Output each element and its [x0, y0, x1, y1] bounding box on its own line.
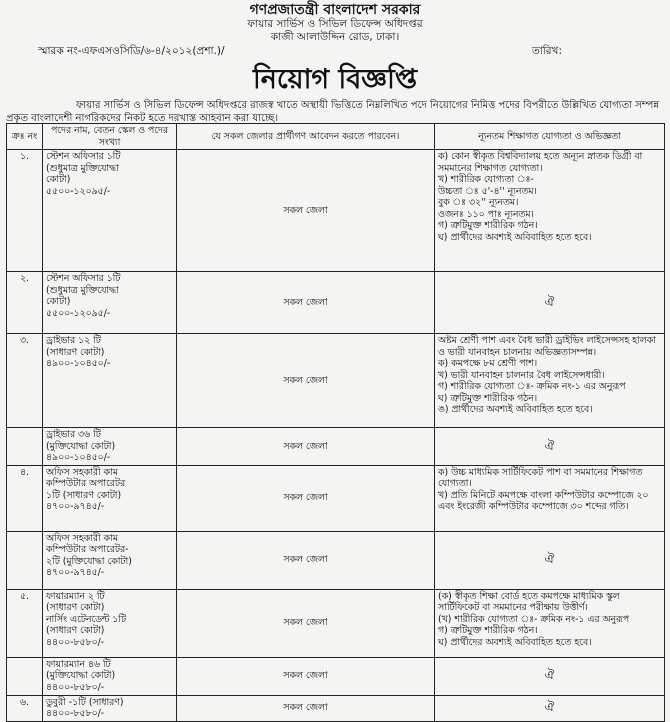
serial-cell: ৬. — [7, 695, 43, 721]
table-row — [7, 428, 665, 466]
serial-cell — [7, 428, 43, 466]
post-line: স্টেশন অফিসার ১টি — [46, 273, 121, 284]
post-line: ড্রাইভার ৩৬ টি — [46, 429, 101, 440]
post-line: (সাধারণ কোটা) — [46, 346, 105, 358]
post-line: ৪৪০০-৮৫৮০/- — [46, 708, 105, 719]
serial-cell: ৩. — [7, 334, 43, 428]
qualification-line: ঘ) ত্রুটিমুক্ত শারীরিক গঠন। — [438, 392, 538, 404]
qualification-line: খ) প্রতি মিনিটে কমপক্ষে বাংলা কম্পিউটার কম্পোজে ২০ এবং ইংরেজী কম্পিউটার কম্পোজে ৩০ শব্দের গতি। — [438, 489, 649, 512]
qualification-line: (খ) শারীরিক যোগ্যতা ঃ- ক্রমিক নং-১ এর অনুরূপ — [438, 613, 630, 625]
table-row — [7, 531, 665, 589]
qualification-line: গ) ত্রুটিমুক্ত শারীরিক গঠন। — [438, 220, 538, 231]
post-line: (সাধারণ কোটা) — [46, 625, 105, 636]
post-cell — [43, 657, 177, 695]
zone-cell: সকল জেলা — [177, 465, 435, 531]
qualification-line: বুক ঃ ৩২'' ন্যূনতম। — [438, 197, 519, 208]
serial-cell: ২. — [7, 272, 43, 334]
post-line: ফায়ারম্যান ২ টি — [46, 590, 105, 602]
qualification-cell — [435, 695, 665, 721]
qualification-cell — [435, 334, 665, 428]
post-cell — [43, 428, 177, 466]
post-line: ৪৪০০-৮৫৮০/- — [46, 636, 105, 648]
qualification-line: ক) কোন স্বীকৃত বিশ্ববিদ্যালয় হতে অন্যূন স্নাতক ডিগ্রী বা সমমানের শিক্ষাগত যোগ্যতা। — [438, 151, 643, 174]
post-line: কম্পিউটার অপারেটর- — [46, 544, 129, 555]
ditto-mark: ঐ — [544, 700, 555, 715]
serial-cell — [7, 531, 43, 589]
zone-cell: সকল জেলা — [177, 657, 435, 695]
qualification-line: খ) ভারী যানবাহন চালনার বৈধ লাইসেন্সধারী। — [438, 369, 605, 381]
table-header-row — [7, 124, 665, 150]
post-line: স্টেশন অফিসার ১টি — [46, 151, 121, 162]
table-body — [7, 150, 665, 722]
zone-cell: সকল জেলা — [177, 428, 435, 466]
post-cell — [43, 589, 177, 657]
ditto-mark: ঐ — [544, 668, 555, 683]
qualification-cell — [435, 150, 665, 272]
zone-cell: সকল জেলা — [177, 695, 435, 721]
ditto-mark: ঐ — [544, 438, 555, 453]
post-line: ৫৫০০-১২০৯৫/- — [46, 307, 111, 319]
header-serial: ক্রঃ নং — [7, 124, 43, 150]
table-row — [7, 150, 665, 272]
post-line: ৪৯০০-১০৪৫০/- — [46, 452, 111, 463]
table-row — [7, 465, 665, 531]
header-qualification: ন্যূনতম শিক্ষাগত যোগ্যতা ও অভিজ্ঞতা — [435, 124, 665, 150]
qualification-cell — [435, 272, 665, 334]
post-line: অফিস সহকারী কাম — [46, 466, 118, 478]
post-line: কোটা) — [46, 296, 71, 307]
post-line: ৪৯০০-১০৪৫০/- — [46, 358, 111, 369]
post-cell — [43, 150, 177, 272]
qualification-line: গ) শারীরিক যোগ্যতা ঃ- ক্রমিক নং-১ এর অনুরূপ — [438, 381, 626, 392]
government-name: গণপ্রজাতন্ত্রী বাংলাদেশ সরকার — [249, 2, 421, 18]
post-line: কোটা) — [46, 174, 71, 185]
post-line: ২টি (মুক্তিযোদ্ধা কোটা) — [46, 555, 132, 567]
qualification-line: গ) ত্রুটিমুক্ত শারীরিক গঠন। — [438, 625, 538, 636]
post-cell — [43, 531, 177, 589]
post-cell — [43, 695, 177, 721]
department-address: কাজী আলাউদ্দিন রোড, ঢাকা। — [270, 31, 400, 43]
notice-header — [0, 2, 670, 44]
serial-cell: ৪. — [7, 465, 43, 531]
post-line: নার্সিং এটেনডেন্ট ১টি — [46, 613, 127, 625]
recruitment-table — [6, 123, 665, 722]
table-row — [7, 334, 665, 428]
table-row — [7, 657, 665, 695]
post-line: অফিস সহকারী কাম — [46, 532, 118, 544]
qualification-line: ঘ) প্রার্থীদের অবশ্যই অবিবাহিত হতে হবে। — [438, 636, 592, 648]
zone-cell: সকল জেলা — [177, 334, 435, 428]
zone-cell: সকল জেলা — [177, 272, 435, 334]
memo-number: স্মারক নং-এফএসওসিডি/৬-৪/২০১২(প্রশা.)/ — [38, 45, 225, 57]
post-line: ৫৫০০-১২০৯৫/- — [46, 185, 111, 197]
post-line: ৪৪০০-৮৫৮০/- — [46, 681, 105, 693]
qualification-line: উচ্চতা ঃ ৫'-৪'' ন্যূনতম। — [438, 185, 537, 197]
qualification-line: ক) উচ্চ মাধ্যমিক সার্টিফিকেট পাশ বা সমমানের শিক্ষাগত যোগ্যতা। — [438, 466, 643, 489]
notice-title: নিয়োগ বিজ্ঞপ্তি — [252, 64, 418, 95]
ditto-mark: ঐ — [544, 552, 555, 567]
post-line: (মুক্তিযোদ্ধা কোটা) — [46, 440, 116, 452]
qualification-line: অষ্টম শ্রেণী পাশ এবং বৈধ ভারী ড্রাইভিং লাইসেন্সসহ হালকা ও ভারী যানবাহন চালনায় অভিজ্ঞতাসম্পন্ন। — [438, 335, 656, 358]
qualification-line: (ক) স্বীকৃত শিক্ষা বোর্ড হতে কমপক্ষে মাধ্যমিক স্কুল সার্টিফিকেট বা সমমানের পরীক্ষায় উত্তীর্ণ। — [438, 590, 620, 613]
qualification-cell — [435, 531, 665, 589]
post-line: ১টি (সাধারণ কোটা) — [46, 489, 122, 501]
post-line: কম্পিউটার অপারেটর — [46, 478, 126, 489]
qualification-line: ক) কমপক্ষে ৮ম শ্রেণী পাশ। — [438, 358, 538, 369]
qualification-cell — [435, 589, 665, 657]
zone-cell: সকল জেলা — [177, 531, 435, 589]
qualification-line: ঙ) প্রার্থীদের অবশ্যই অবিবাহিত হতে হবে। — [438, 404, 593, 415]
post-line: (সাধারণ কোটা) — [46, 602, 105, 613]
post-line: ডুবুরী -১টি (সাধারণ) — [46, 696, 124, 708]
date-label: তারিখ: — [531, 45, 562, 57]
post-line: ড্রাইভার ১২ টি — [46, 335, 101, 346]
serial-cell: ৫. — [7, 589, 43, 657]
ditto-mark: ঐ — [544, 294, 555, 309]
qualification-line: ওজনঃ ১১০ পাঃ ন্যূনতম। — [438, 208, 534, 220]
table-row — [7, 272, 665, 334]
post-line: ফায়ারম্যান ৪৬ টি — [46, 658, 111, 670]
intro-paragraph: ফায়ার সার্ভিস ও সিভিল ডিফেন্স অধিদপ্তরে রাজস্ব খাতে অস্থায়ী ভিত্তিতে নিম্নলিখিত পদে নিয়োগের নিমিত্ত পদের বিপরীতে উল্লিখিত যোগ্যতা সম্পন্ন প্রকৃত বাংলাদেশী নাগরিকদের নিকট হতে দরখাস্ত আহবান করা যাচ্ছে। — [6, 100, 660, 124]
serial-cell — [7, 657, 43, 695]
post-line: (মুক্তিযোদ্ধা কোটা) — [46, 670, 116, 681]
post-cell — [43, 334, 177, 428]
zone-cell: সকল জেলা — [177, 589, 435, 657]
qualification-line: খ) শারীরিক যোগ্যতা ঃ- — [438, 174, 534, 185]
header-zone: যে সকল জেলার প্রার্থীগণ আবেদন করতে পারবেন। — [177, 124, 435, 150]
qualification-cell — [435, 465, 665, 531]
qualification-cell — [435, 428, 665, 466]
zone-cell: সকল জেলা — [177, 150, 435, 272]
post-line: (শুধুমাত্র মুক্তিযোদ্ধা — [46, 284, 119, 296]
memo-row — [0, 44, 670, 58]
department-name: ফায়ার সার্ভিস ও সিভিল ডিফেন্স অধিদপ্তর — [247, 18, 423, 30]
qualification-cell — [435, 657, 665, 695]
table-row — [7, 695, 665, 721]
post-line: ৪৭০০-৯৭৪৫/- — [46, 501, 105, 512]
serial-cell: ১. — [7, 150, 43, 272]
table-row — [7, 589, 665, 657]
post-cell — [43, 272, 177, 334]
post-line: ৪৭০০-৯৭৪৫/- — [46, 567, 105, 578]
post-line: (শুধুমাত্র মুক্তিযোদ্ধা — [46, 162, 119, 174]
qualification-line: ঘ) প্রার্থীদের অবশ্যই অবিবাহিত হতে হবে। — [438, 231, 592, 243]
post-cell — [43, 465, 177, 531]
header-post: পদের নাম, বেতন স্কেল ও পদের সংখ্যা — [43, 124, 177, 150]
